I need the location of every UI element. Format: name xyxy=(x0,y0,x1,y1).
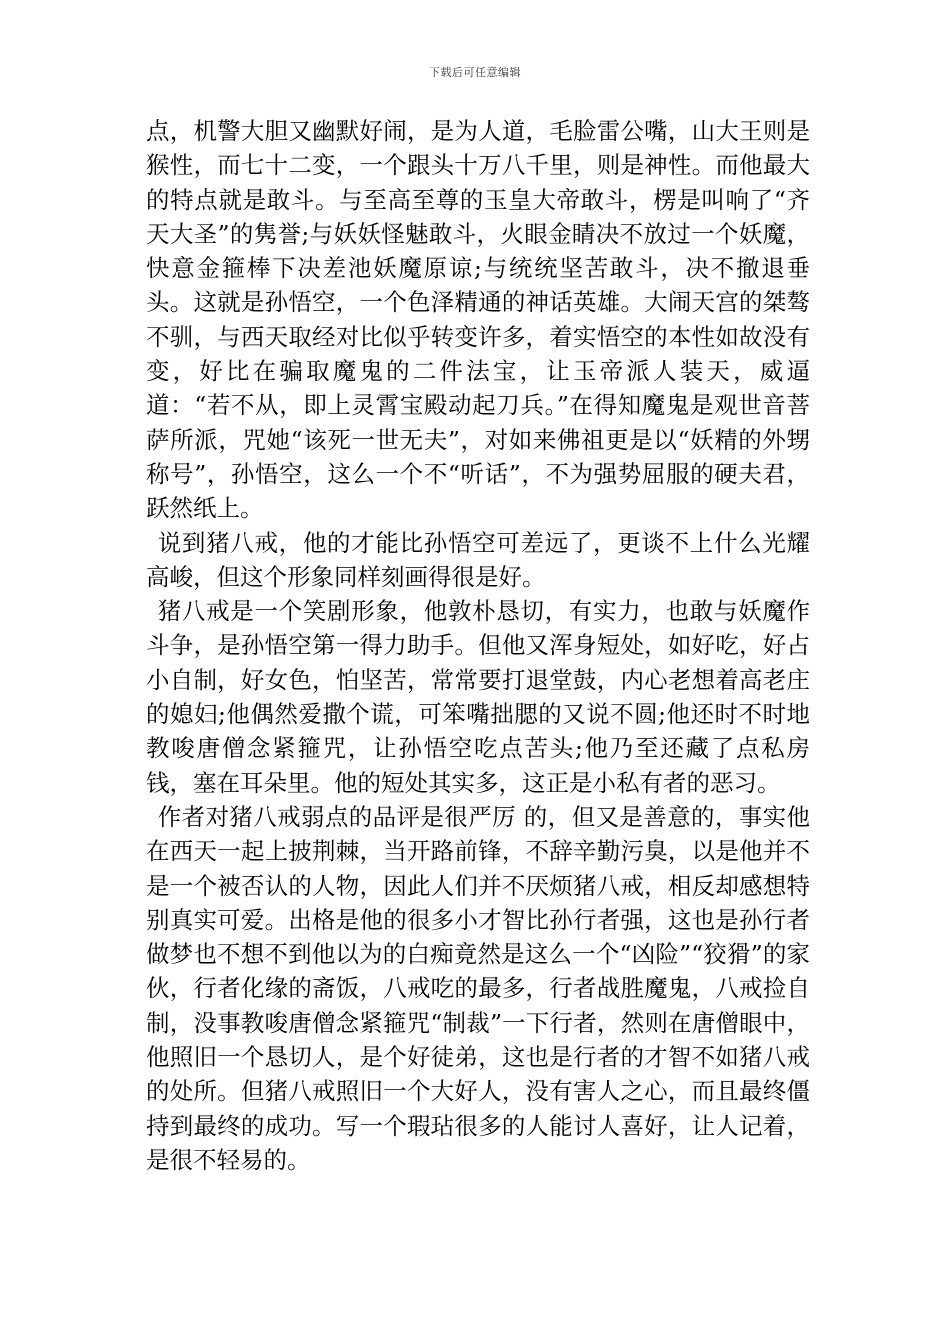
document-body xyxy=(146,114,810,1177)
paragraph-zhu-bajie-intro: 说到猪八戒，他的才能比孙悟空可差远了，更谈不上什么光耀高峻，但这个形象同样刻画得很是好。 xyxy=(146,528,810,591)
paragraph-sun-wukong: 点，机警大胆又幽默好闹，是为人道，毛脸雷公嘴，山大王则是猴性，而七十二变，一个跟头十万八千里，则是神性。而他最大的特点就是敢斗。与至高至尊的玉皇大帝敢斗，楞是叫响了“齐天大圣”的隽誉;与妖妖怪魅敢斗，火眼金睛决不放过一个妖魔，快意金箍棒下决差池妖魔原谅;与统统坚苦敢斗，决不撤退垂头。这就是孙悟空，一个色泽精通的神话英雄。大闹天宫的桀骜不驯，与西天取经对比似乎转变许多，着实悟空的本性如故没有变，好比在骗取魔鬼的二件法宝，让玉帝派人装天，威逼道：“若不从，即上灵霄宝殿动起刀兵。”在得知魔鬼是观世音菩萨所派，咒她“该死一世无夫”，对如来佛祖更是以“妖精的外甥称号”，孙悟空，这么一个不“听话”，不为强势屈服的硬夫君，跃然纸上。 xyxy=(146,117,810,523)
paragraph-author-evaluation: 作者对猪八戒弱点的品评是很严厉 的，但又是善意的，事实他在西天一起上披荆棘，当开路前锋，不辞辛勤污臭，以是他并不是一个被否认的人物，因此人们并不厌烦猪八戒，相反却感想特别真实可爱。出格是他的很多小才智比孙行者强，这也是孙行者做梦也不想不到他以为的白痴竟然是这么一个“凶险”“狡猾”的家伙，行者化缘的斋饭，八戒吃的最多，行者战胜魔鬼，八戒捡自制，没事教唆唐僧念紧箍咒“制裁”一下行者，然则在唐僧眼中，他照旧一个恳切人，是个好徒弟，这也是行者的才智不如猪八戒的处所。但猪八戒照旧一个大好人，没有害人之心，而且最终僵持到最终的成功。写一个瑕玷很多的人能讨人喜好，让人记着，是很不轻易的。 xyxy=(146,802,810,1174)
page-header: 下载后可任意编辑 xyxy=(429,66,521,79)
paragraph-zhu-bajie-traits: 猪八戒是一个笑剧形象，他敦朴恳切，有实力，也敢与妖魔作斗争，是孙悟空第一得力助手。但他又浑身短处，如好吃，好占小自制，好女色，怕坚苦，常常要打退堂鼓，内心老想着高老庄的媳妇;他偶然爱撒个谎，可笨嘴拙腮的又说不圆;他还时不时地教唆唐僧念紧箍咒，让孙悟空吃点苦头;他乃至还藏了点私房钱，塞在耳朵里。他的短处其实多，这正是小私有者的恶习。 xyxy=(146,597,810,797)
